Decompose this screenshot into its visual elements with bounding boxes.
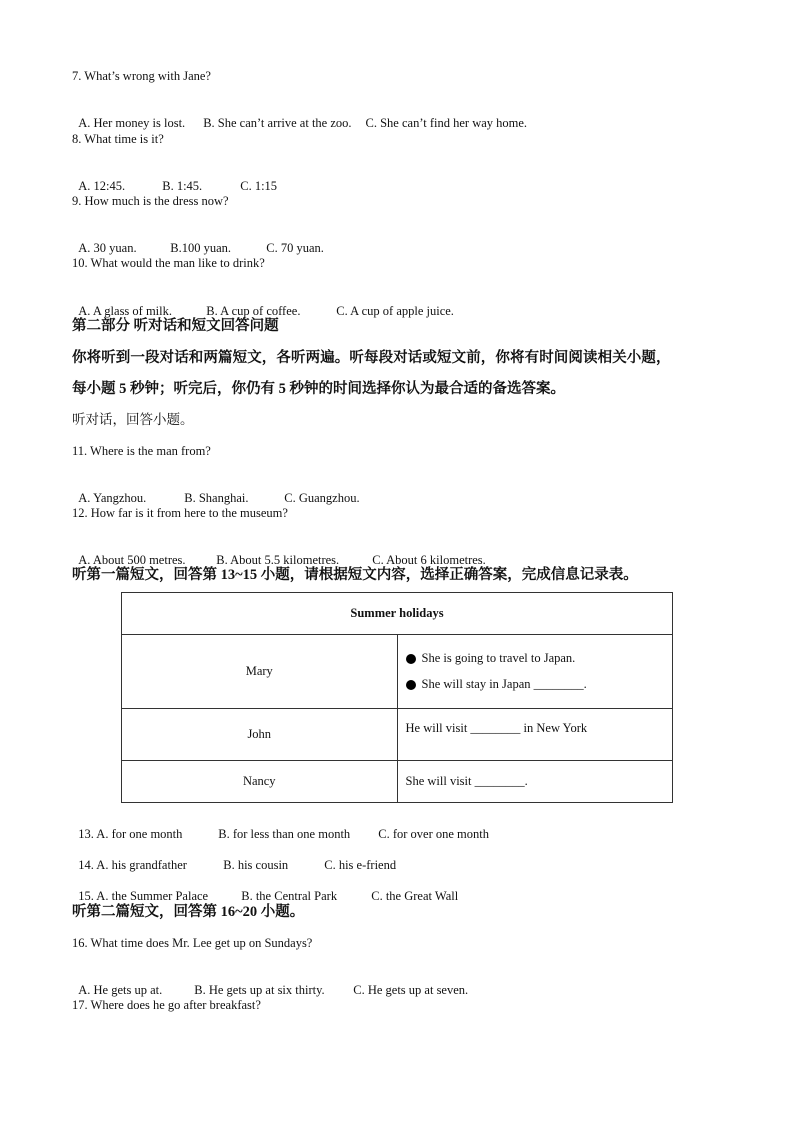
part2-instruction-2: 每小题 5 秒钟；听完后，你仍有 5 秒钟的时间选择你认为最合适的备选答案。 [72,381,565,397]
option-b: B. for less than one month [218,827,351,841]
info-line: She will stay in Japan ________. [421,677,587,691]
options-14 [72,841,396,873]
bullet-icon [406,680,416,690]
option-a: 13. A. for one month [78,827,183,841]
option-c: C. A cup of apple juice. [336,304,454,318]
option-b: B. She can’t arrive at the zoo. [203,116,352,130]
option-c: C. She can’t find her way home. [365,116,528,130]
question-9: 9. How much is the dress now? [72,194,229,208]
row-name: John [122,709,398,761]
question-12: 12. How far is it from here to the museum? [72,506,288,520]
question-16: 16. What time does Mr. Lee get up on Sundays? [72,936,313,950]
option-b: B. A cup of coffee. [206,304,301,318]
passage2-heading: 听第二篇短文，回答第 16~20 小题。 [72,904,305,920]
row-name: Mary [122,635,398,709]
options-8 [72,162,277,194]
part2-instruction-1: 你将听到一段对话和两篇短文，各听两遍。听每段对话或短文前，你将有时间阅读相关小题， [72,350,671,366]
option-c: C. 1:15 [240,179,278,193]
table-row [122,635,673,709]
option-b: B.100 yuan. [170,241,232,255]
options-12 [72,536,486,568]
option-c: C. the Great Wall [371,889,459,903]
row-info [397,635,673,709]
option-a: 15. A. the Summer Palace [78,889,209,903]
options-13 [72,810,489,842]
option-c: C. his e-friend [324,858,397,872]
table-row [122,709,673,761]
option-c: C. He gets up at seven. [353,983,469,997]
option-a: A. Her money is lost. [78,116,186,130]
part2-title: 第二部分 听对话和短文回答问题 [72,318,279,334]
option-a: A. A glass of milk. [78,304,173,318]
option-a: A. 12:45. [78,179,126,193]
question-10: 10. What would the man like to drink? [72,256,265,270]
option-b: B. his cousin [223,858,289,872]
option-c: C. 70 yuan. [266,241,324,255]
option-b: B. Shanghai. [184,491,249,505]
table-title: Summer holidays [122,593,673,635]
option-c: C. Guangzhou. [284,491,360,505]
option-b: B. 1:45. [162,179,203,193]
row-info: He will visit ________ in New York [397,709,673,761]
option-b: B. About 5.5 kilometres. [216,553,340,567]
passage1-heading: 听第一篇短文，回答第 13~15 小题，请根据短文内容，选择正确答案，完成信息记录表。 [72,567,638,583]
options-16 [72,966,468,998]
options-9 [72,224,324,256]
option-a: A. Yangzhou. [78,491,147,505]
option-a: 14. A. his grandfather [78,858,187,872]
option-c: C. for over one month [378,827,489,841]
options-11 [72,474,360,506]
question-7: 7. What’s wrong with Jane? [72,69,211,83]
summer-holidays-table [121,592,673,803]
option-b: B. He gets up at six thirty. [194,983,325,997]
option-b: B. the Central Park [241,889,338,903]
option-c: C. About 6 kilometres. [372,553,486,567]
row-name: Nancy [122,761,398,803]
dialogue-heading: 听对话，回答小题。 [72,412,194,427]
options-10 [72,287,454,319]
question-11: 11. Where is the man from? [72,444,211,458]
table-row [122,761,673,803]
bullet-icon [406,654,416,664]
info-line: She is going to travel to Japan. [421,651,576,665]
question-8: 8. What time is it? [72,132,164,146]
option-a: A. About 500 metres. [78,553,186,567]
option-a: A. He gets up at. [78,983,163,997]
option-a: A. 30 yuan. [78,241,137,255]
options-7 [72,99,527,131]
question-17: 17. Where does he go after breakfast? [72,998,261,1012]
options-15 [72,872,458,904]
row-info: She will visit ________. [397,761,673,803]
